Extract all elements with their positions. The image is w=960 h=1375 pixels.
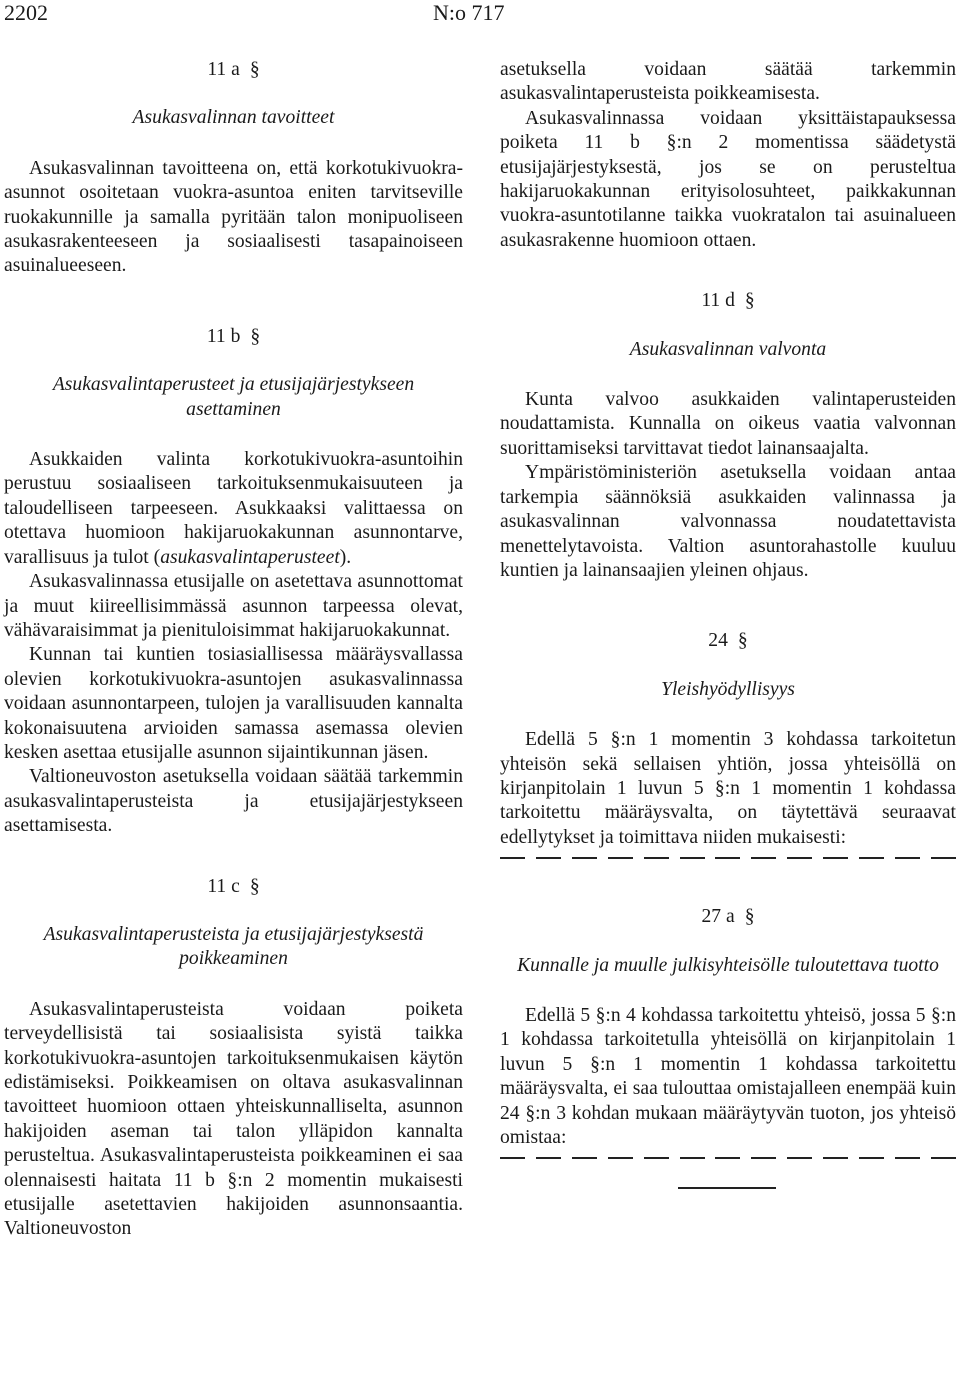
- section-11d-title: Asukasvalinnan valvonta: [629, 338, 827, 360]
- section-number: 11 c: [207, 875, 240, 897]
- section-symbol: §: [744, 290, 755, 312]
- continuation-paragraph-2: Asukasvalinnassa voidaan yksittäistapauksessa poiketa 11 b §:n 2 momentissa säädetystä etusijajärjestyksestä, jos se on perusteltua hakijaruokakunnan erityisolosuhteet, paikkakunnan vuokra-asuntotilanne taikka vuokratalon tai asuinalueen asukasrakenne huomioon ottaen.: [500, 107, 956, 251]
- section-11b-paragraph-4: Valtioneuvoston asetuksella voidaan säätää tarkemmin asukasvalintaperusteista ja etusijajärjestykseen asettamisesta.: [4, 766, 463, 837]
- section-11b-paragraph-3: Kunnan tai kuntien tosiasiallisessa määräysvallassa olevien korkotukivuokra-asuntojen asukasvalinnassa voidaan asunnontarpeen, tulojen ja varallisuuden kannalta kokonaisuutena arvioiden samassa asemassa olevien kesken asettaa etusijalle asunnon sijaintikunnan jäsen.: [4, 644, 463, 763]
- section-11c-heading: [4, 875, 463, 899]
- section-symbol: §: [737, 630, 748, 652]
- section-27a-paragraph-1: Edellä 5 §:n 4 kohdassa tarkoitettu yhteisö, jossa 5 §:n 1 kohdassa tarkoitetulla yhteisöllä on kirjanpitolain 1 luvun 5 §:n 1 momentin 1 kohdassa tarkoitettu määräysvalta, ei saa tulouttaa omistajalleen enempää kuin 24 §:n 3 kohdan mukaan määräytyvän tuoton, jos yhteisö omistaa:: [500, 1004, 956, 1148]
- section-11d-heading: [500, 289, 956, 313]
- section-11b-heading: [4, 325, 463, 349]
- end-rule: [678, 1187, 776, 1188]
- section-11d-paragraph-2: Ympäristöministeriön asetuksella voidaan antaa tarkempia säännöksiä asukkaiden valinnassa ja asukasvalinnan valvonnassa noudatettavista menettelytavoista. Valtion asuntorahastolle kuuluu kuntien ja lainansaajien yleinen ohjaus.: [500, 462, 956, 581]
- right-column: [500, 58, 956, 1189]
- dash: [859, 1157, 884, 1159]
- dash: [536, 857, 561, 859]
- dash: [787, 1157, 812, 1159]
- section-number: 11 b: [206, 325, 241, 347]
- dash: [680, 857, 705, 859]
- page-number: 2202: [4, 0, 48, 25]
- section-11b-title: Asukasvalintaperusteet ja etusijajärjestykseen asettaminen: [52, 374, 415, 420]
- dash: [644, 1157, 669, 1159]
- section-symbol: §: [744, 906, 755, 928]
- dash: [931, 857, 956, 859]
- dash: [608, 1157, 633, 1159]
- dash: [644, 857, 669, 859]
- dash: [500, 857, 525, 859]
- defined-term: asukasvalintaperusteet: [160, 546, 340, 568]
- paragraph-text: Asukkaiden valinta korkotukivuokra-asuntoihin perustuu sosiaaliseen tarkoituksenmukaisuuteen ja taloudelliseen tarpeeseen. Asukkaaksi valittaessa on otettava huomioon hakijaruokakunnan asunnontarve, varallisuus ja tulot (: [4, 449, 463, 568]
- section-number: 11 a: [207, 59, 240, 80]
- left-column: [4, 58, 463, 1242]
- continuation-paragraph-1: asetuksella voidaan säätää tarkemmin asukasvalintaperusteista poikkeamisesta.: [500, 59, 956, 105]
- dash: [895, 857, 920, 859]
- section-11b-paragraph-2: Asukasvalinnassa etusijalle on asetettava asunnottomat ja muut kiireellisimmässä asunnon tarpeessa olevat, vähävaraisimmat ja pienituloisimmat hakijaruokakunnat.: [4, 571, 463, 641]
- dash: [608, 857, 633, 859]
- dash: [536, 1157, 561, 1159]
- section-11c-title: Asukasvalintaperusteista ja etusijajärjestyksestä poikkeaminen: [43, 923, 424, 970]
- section-number: 11 d: [701, 290, 735, 312]
- dash: [715, 857, 740, 859]
- dash: [751, 857, 776, 859]
- section-27a-heading: [500, 905, 956, 929]
- section-11c-paragraph-1: Asukasvalintaperusteista voidaan poiketa terveydellisistä tai sosiaalisista syistä taikka korkotukivuokra-asuntojen tarkoituksenmukaisen käytön edistämiseksi. Poikkeamisen on oltava asukasvalinnan tavoitteet huomioon ottaen yhteiskunnalliselta, asunnon hakijoiden aseman tai talon ylläpidon kannalta perusteltua. Asukasvalintaperusteista poikkeaminen ei saa olennaisesti haitata 11 b §:n 2 momentin mukaisesti etusijalle asetettavien hakijoiden asunnonsaantia. Valtioneuvoston: [4, 998, 463, 1240]
- omission-dashes: [500, 1157, 956, 1169]
- section-24-title: Yleishyödyllisyys: [661, 678, 795, 700]
- issue-number: N:o 717: [433, 0, 505, 25]
- section-symbol: §: [249, 59, 260, 80]
- dash: [715, 1157, 740, 1159]
- section-number: 24: [708, 630, 728, 652]
- omission-dashes: [500, 857, 956, 869]
- dash: [500, 1157, 525, 1159]
- dash: [787, 857, 812, 859]
- paragraph-text: ).: [339, 546, 352, 568]
- section-27a-title: Kunnalle ja muulle julkisyhteisölle tuloutettava tuotto: [517, 954, 939, 976]
- section-number: 27 a: [701, 906, 735, 928]
- dash: [751, 1157, 776, 1159]
- section-11a-title: Asukasvalinnan tavoitteet: [132, 107, 335, 129]
- dash: [859, 857, 884, 859]
- section-11b-paragraph-1: [4, 448, 463, 570]
- page-header: [0, 0, 960, 30]
- section-symbol: §: [249, 875, 260, 897]
- dash: [895, 1157, 920, 1159]
- dash: [572, 1157, 597, 1159]
- dash: [931, 1157, 956, 1159]
- section-symbol: §: [250, 325, 261, 347]
- section-24-paragraph-1: Edellä 5 §:n 1 momentin 3 kohdassa tarkoitetun yhteisön sekä sellaisen yhtiön, jossa yhteisöllä on kirjanpitolain 1 luvun 5 §:n 1 momentin 1 kohdassa tarkoitettu määräysvalta, on täytettävä seuraavat edellytykset ja toimittava niiden mukaisesti:: [500, 729, 956, 848]
- section-24-heading: [500, 629, 956, 653]
- section-11a-paragraph-1: Asukasvalinnan tavoitteena on, että korkotukivuokra-asunnot osoitetaan vuokra-asuntoa eniten tarvitseville ruokakunnille ja samalla pyritään talon monipuoliseen asukasrakenteeseen ja sosiaalisesti tasapainoiseen asuinalueeseen.: [4, 157, 463, 277]
- dash: [572, 857, 597, 859]
- section-11d-paragraph-1: Kunta valvoo asukkaiden valintaperusteiden noudattamista. Kunnalla on oikeus vaatia valvonnan suorittamiseksi tarvittavat tiedot lainansaajalta.: [500, 389, 956, 459]
- section-11a-heading: [4, 58, 463, 82]
- dash: [823, 857, 848, 859]
- dash: [680, 1157, 705, 1159]
- dash: [823, 1157, 848, 1159]
